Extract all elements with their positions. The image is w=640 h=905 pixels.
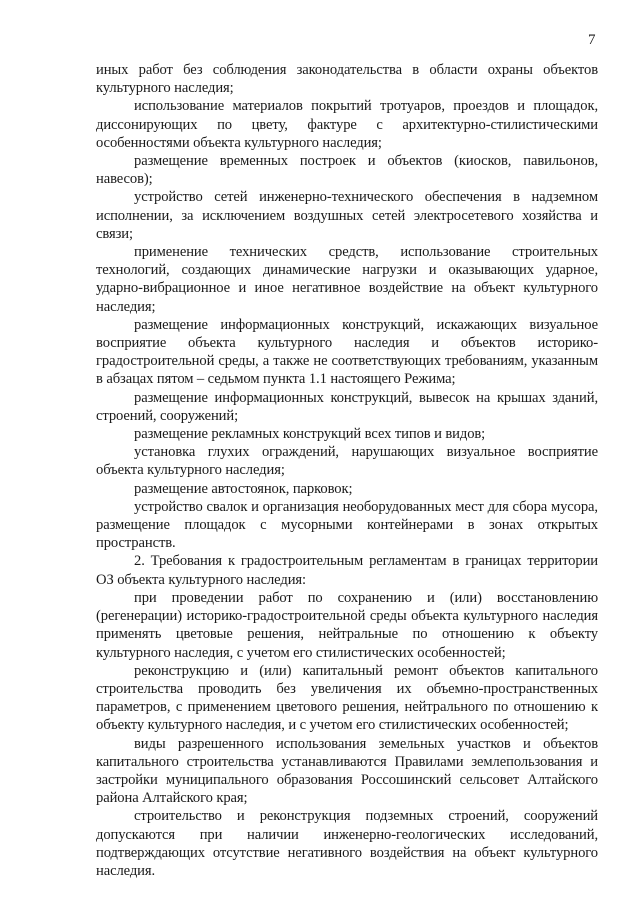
paragraph: установка глухих ограждений, нарушающих визуальное восприятие объекта культурного наследия; <box>96 444 598 479</box>
document-body <box>96 61 598 880</box>
paragraph: иных работ без соблюдения законодательства в области охраны объектов культурного наследия; <box>96 62 598 97</box>
paragraph: размещение информационных конструкций, искажающих визуальное восприятие объекта культурного наследия и объектов историко-градостроительной среды, а также не соответствующих требованиям, указанным в абзацах пятом – седьмом пункта 1.1 настоящего Режима; <box>96 316 598 388</box>
paragraph: размещение информационных конструкций, вывесок на крышах зданий, строений, сооружений; <box>96 389 598 424</box>
paragraph: размещение временных построек и объектов (киосков, павильонов, навесов); <box>96 153 598 188</box>
page-number: 7 <box>588 32 596 48</box>
paragraph: 2. Требования к градостроительным регламентам в границах территории ОЗ объекта культурного наследия: <box>96 553 598 588</box>
paragraph: реконструкцию и (или) капитальный ремонт объектов капитального строительства проводить без увеличения их объемно-пространственных параметров, с применением цветового решения, нейтрального по отношению к объекту культурного наследия, и с учетом его стилистических особенностей; <box>96 662 598 734</box>
paragraph: применение технических средств, использование строительных технологий, создающих динамические нагрузки и оказывающих ударное, ударно-вибрационное и иное негативное воздействие на объект культурного наследия; <box>96 244 598 315</box>
paragraph: устройство свалок и организация необорудованных мест для сбора мусора, размещение площадок с мусорными контейнерами в зонах открытых пространств. <box>96 498 598 552</box>
paragraph: размещение рекламных конструкций всех типов и видов; <box>134 426 486 443</box>
paragraph: размещение автостоянок, парковок; <box>134 480 353 497</box>
paragraph: использование материалов покрытий тротуаров, проездов и площадок, диссонирующих по цвету, фактуре с архитектурно-стилистическими особенностями объекта культурного наследия; <box>96 98 598 151</box>
paragraph: виды разрешенного использования земельных участков и объектов капитального строительства устанавливаются Правилами землепользования и застройки муниципального образования Россошинский сельсовет Алтайского района Алтайского края; <box>96 735 598 807</box>
paragraph: строительство и реконструкция подземных строений, сооружений допускаются при наличии инженерно-геологических исследований, подтверждающих отсутствие негативного воздействия на объект культурного наследия. <box>96 808 598 879</box>
paragraph: устройство сетей инженерно-технического обеспечения в надземном исполнении, за исключением воздушных сетей электросетевого хозяйства и связи; <box>96 189 598 242</box>
paragraph: при проведении работ по сохранению и (или) восстановлению (регенерации) историко-градостроительной среды объекта культурного наследия применять цветовые решения, нейтральные по отношению к объекту культурного наследия, с учетом его стилистических особенностей; <box>96 589 598 661</box>
